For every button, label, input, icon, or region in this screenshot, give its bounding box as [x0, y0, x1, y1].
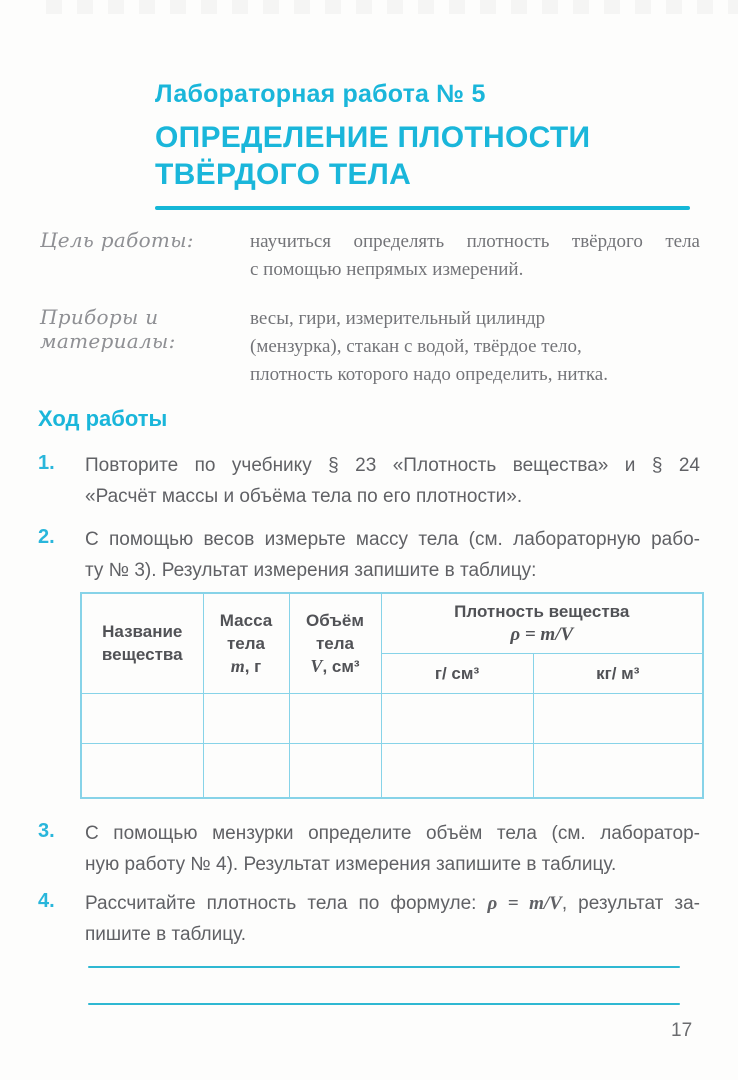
- page-title: [155, 119, 690, 193]
- step-4-text: [85, 888, 700, 950]
- equipment-text-line-2: (мензурка), стакан с водой, твёрдое тело,: [250, 336, 582, 357]
- procedure-heading: Ход работы: [38, 406, 168, 431]
- goal-section: [40, 228, 700, 284]
- equipment-text-line-1: весы, гири, измерительный цилиндр: [250, 308, 546, 329]
- table-header-mass: [203, 593, 289, 693]
- table-subheader-g-cm3: г/ см³: [381, 653, 533, 693]
- procedure-step-3: [38, 818, 702, 880]
- table-header-volume-line-2: тела: [315, 633, 355, 653]
- table-header-mass-units: [204, 655, 289, 678]
- table-header-volume-units: [290, 655, 381, 678]
- goal-text: [250, 228, 700, 284]
- table-cell-empty: [381, 743, 533, 798]
- scan-edge-artifact: [46, 0, 738, 14]
- step-4-line-1-suffix: , результат за-: [561, 893, 700, 914]
- page-title-line-1: ОПРЕДЕЛЕНИЕ ПЛОТНОСТИ: [155, 121, 591, 154]
- table-header-mass-line-2: тела: [226, 633, 266, 653]
- procedure-step-4: [38, 888, 702, 950]
- equipment-section: [40, 305, 700, 389]
- step-1-text: [85, 450, 700, 512]
- writing-line: [88, 1003, 680, 1005]
- density-formula-inline: ρ = m/V: [487, 893, 562, 914]
- step-2-line-1: С помощью весов измерьте массу тела (см. лабораторную рабо-: [85, 529, 700, 550]
- procedure-step-1: [38, 450, 702, 512]
- table-header-density: [381, 593, 703, 653]
- table-cell-empty: [381, 693, 533, 743]
- volume-unit: , см³: [322, 656, 360, 676]
- step-3-text: [85, 818, 700, 880]
- table-row: [81, 693, 703, 743]
- step-2-line-2: ту № 3). Результат измерения запишите в таблицу:: [85, 560, 537, 581]
- table-header-volume: [289, 593, 381, 693]
- goal-text-line-1: научиться определять плотность твёрдого тела: [250, 231, 700, 252]
- step-1-number: 1.: [38, 452, 55, 474]
- page-title-line-2: ТВЁРДОГО ТЕЛА: [155, 158, 412, 191]
- table-header-density-title: Плотность вещества: [454, 602, 630, 622]
- step-3-number: 3.: [38, 820, 55, 842]
- density-formula: ρ = m/V: [510, 624, 574, 646]
- table-header-substance: [81, 593, 203, 693]
- step-4-number: 4.: [38, 890, 55, 912]
- goal-label: Цель работы:: [40, 228, 194, 252]
- table-header-substance-line-1: Название: [102, 622, 183, 642]
- equipment-label: Приборы и материалы:: [40, 305, 176, 353]
- table-subheader-kg-m3: кг/ м³: [533, 653, 703, 693]
- mass-unit: , г: [244, 656, 262, 676]
- volume-symbol: V: [310, 655, 323, 676]
- step-4-line-1: [85, 888, 700, 919]
- step-4-line-2: пишите в таблицу.: [85, 924, 247, 945]
- mass-symbol: m: [230, 655, 245, 676]
- table-cell-empty: [289, 693, 381, 743]
- title-block: [155, 80, 690, 210]
- table-cell-empty: [533, 743, 703, 798]
- title-underline: [155, 206, 690, 210]
- step-2-text: [85, 524, 700, 586]
- goal-text-line-2: с помощью непрямых измерений.: [250, 259, 524, 280]
- procedure-step-2: [38, 524, 702, 586]
- equipment-text-line-3: плотность которого надо определить, нитка.: [250, 364, 608, 385]
- step-1-line-1: Повторите по учебнику § 23 «Плотность вещества» и § 24: [85, 455, 700, 476]
- table-cell-empty: [289, 743, 381, 798]
- table-cell-empty: [203, 693, 289, 743]
- lab-number-title: Лабораторная работа № 5: [155, 80, 486, 108]
- table-cell-empty: [81, 743, 203, 798]
- table-header-substance-line-2: вещества: [101, 645, 183, 665]
- table-cell-empty: [203, 743, 289, 798]
- equipment-text: [250, 305, 700, 389]
- step-3-line-2: ную работу № 4). Результат измерения запишите в таблицу.: [85, 854, 617, 875]
- step-2-number: 2.: [38, 526, 55, 548]
- writing-line: [88, 966, 680, 968]
- step-1-line-2: «Расчёт массы и объёма тела по его плотности».: [85, 486, 523, 507]
- step-3-line-1: С помощью мензурки определите объём тела (см. лаборатор-: [85, 823, 700, 844]
- table-row: [81, 743, 703, 798]
- measurement-table: [80, 592, 704, 799]
- table-header-mass-line-1: Масса: [219, 610, 273, 630]
- table-cell-empty: [533, 693, 703, 743]
- table-cell-empty: [81, 693, 203, 743]
- table-header-volume-line-1: Объём: [306, 610, 364, 630]
- page-number: 17: [671, 1020, 693, 1041]
- step-4-line-1-prefix: Рассчитайте плотность тела по формуле:: [85, 893, 488, 914]
